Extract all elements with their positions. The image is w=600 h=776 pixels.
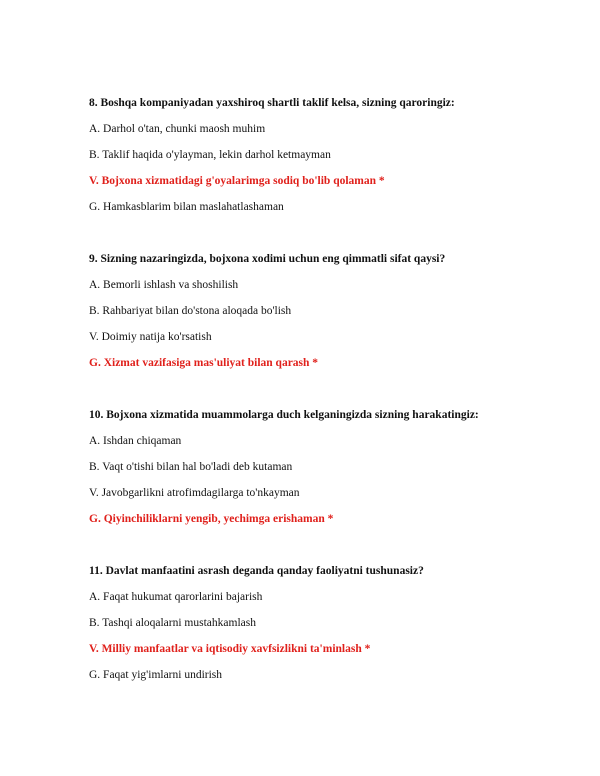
option-a: A. Faqat hukumat qarorlarini bajarish	[89, 591, 263, 603]
option-b: B. Tashqi aloqalarni mustahkamlash	[89, 617, 256, 629]
option-b: B. Vaqt o'tishi bilan hal bo'ladi deb kutaman	[89, 461, 293, 473]
question-title: 9. Sizning nazaringizda, bojxona xodimi uchun eng qimmatli sifat qaysi?	[89, 253, 446, 265]
option-v-correct-answer: V. Bojxona xizmatidagi g'oyalarimga sodiq bo'lib qolaman *	[89, 175, 385, 187]
question-8	[89, 96, 559, 226]
option-g-correct-answer: G. Qiyinchiliklarni yengib, yechimga erishaman *	[89, 513, 334, 525]
option-v: V. Doimiy natija ko'rsatish	[89, 331, 212, 343]
question-title: 11. Davlat manfaatini asrash deganda qanday faoliyatni tushunasiz?	[89, 565, 424, 577]
option-v-correct-answer: V. Milliy manfaatlar va iqtisodiy xavfsizlikni ta'minlash *	[89, 643, 371, 655]
option-a: A. Bemorli ishlash va shoshilish	[89, 279, 239, 291]
question-title: 8. Boshqa kompaniyadan yaxshiroq shartli taklif kelsa, sizning qaroringiz:	[89, 97, 455, 109]
option-g: G. Hamkasblarim bilan maslahatlashaman	[89, 201, 284, 213]
option-g-correct-answer: G. Xizmat vazifasiga mas'uliyat bilan qarash *	[89, 357, 319, 369]
question-11	[89, 564, 559, 694]
question-10	[89, 408, 559, 538]
option-b: B. Taklif haqida o'ylayman, lekin darhol ketmayman	[89, 149, 331, 161]
option-b: B. Rahbariyat bilan do'stona aloqada bo'lish	[89, 305, 292, 317]
option-a: A. Darhol o'tan, chunki maosh muhim	[89, 123, 266, 135]
option-g: G. Faqat yig'imlarni undirish	[89, 669, 223, 681]
question-9	[89, 252, 559, 382]
option-a: A. Ishdan chiqaman	[89, 435, 182, 447]
question-title: 10. Bojxona xizmatida muammolarga duch kelganingizda sizning harakatingiz:	[89, 409, 479, 421]
option-v: V. Javobgarlikni atrofimdagilarga to'nkayman	[89, 487, 300, 499]
